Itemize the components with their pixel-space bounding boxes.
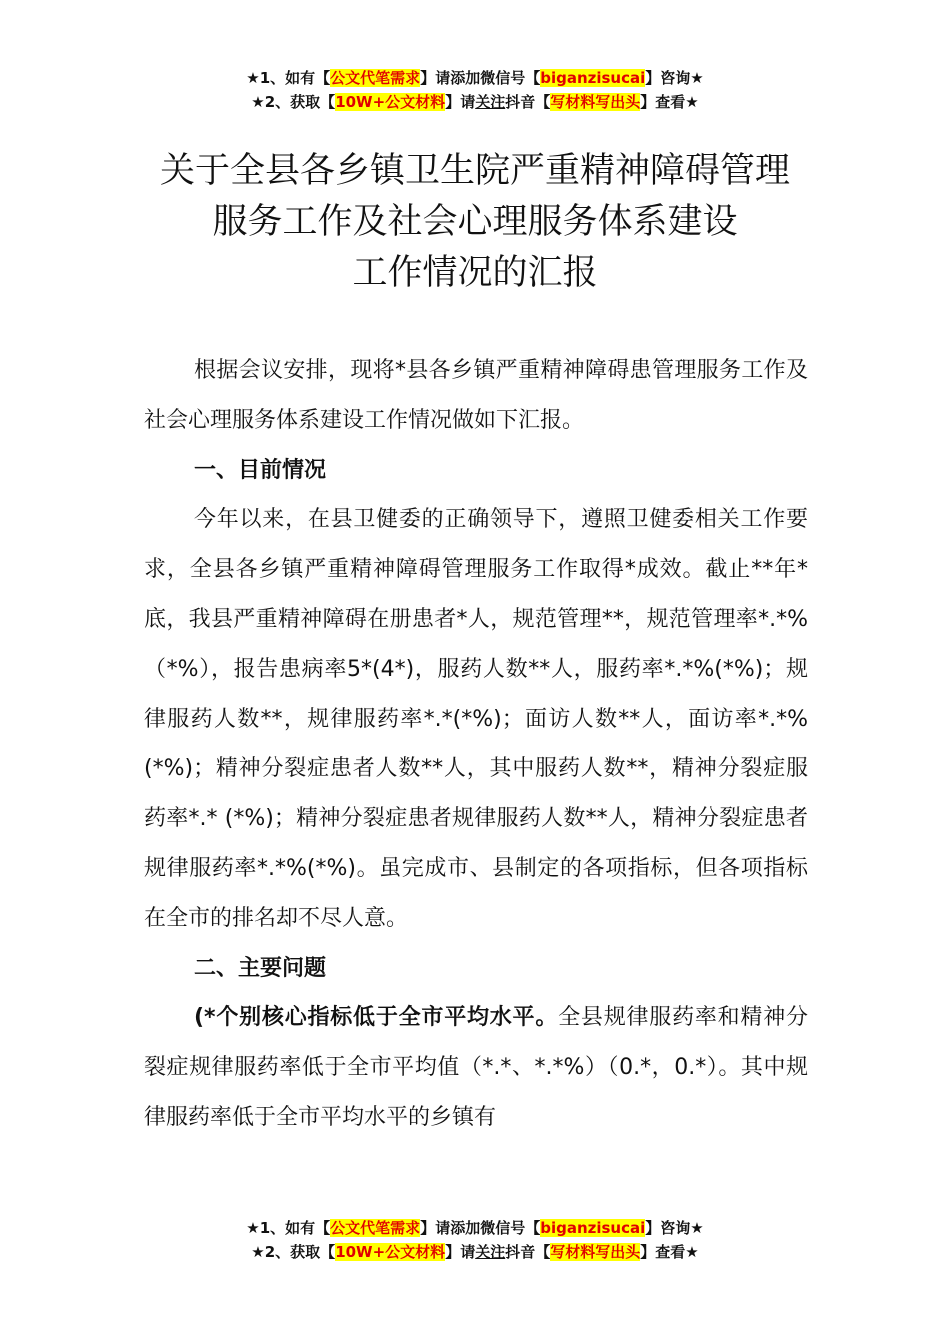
banner-line-1 <box>0 1216 950 1240</box>
banner-text: 】请 <box>445 93 476 111</box>
footer-banner <box>0 1216 950 1264</box>
banner-text: 抖音【 <box>505 1243 551 1261</box>
banner-text: ★2、获取【 <box>251 93 336 111</box>
title-line-2: 服务工作及社会心理服务体系建设 <box>212 202 738 242</box>
banner-highlight: 10W+公文材料 <box>335 93 446 111</box>
banner-underlined: 关注 <box>475 93 506 111</box>
banner-line-2 <box>0 90 950 114</box>
banner-highlight: 10W+公文材料 <box>335 1243 446 1261</box>
banner-underlined: 关注 <box>475 1243 506 1261</box>
banner-text: 】请添加微信号【 <box>420 69 541 87</box>
intro-paragraph: 根据会议安排，现将*县各乡镇严重精神障碍患管理服务工作及社会心理服务体系建设工作情况做如下汇报。 <box>144 358 808 433</box>
section-heading-main-problems: 二、主要问题 <box>194 955 327 981</box>
banner-text: 】查看★ <box>640 1243 699 1261</box>
banner-text: 】请添加微信号【 <box>420 1219 541 1237</box>
wechat-id: biganzisucai <box>540 1219 646 1237</box>
problem-lead: (*个别核心指标低于全市平均水平。 <box>194 1005 559 1031</box>
wechat-id: biganzisucai <box>540 69 646 87</box>
document-title <box>0 146 950 299</box>
banner-text: ★1、如有【 <box>246 1219 331 1237</box>
banner-text: ★2、获取【 <box>251 1243 336 1261</box>
banner-text: 】咨询★ <box>645 1219 704 1237</box>
problem-detail: 全县规律服药率和精神分裂症规律服药率低于全市平均值（*.*、*.*%）（0.*，0.*）。其中规律服药率低于全市平均水平的乡镇有 <box>144 1005 808 1130</box>
banner-highlight: 写材料写出头 <box>550 1243 641 1261</box>
title-line-1: 关于全县各乡镇卫生院严重精神障碍管理 <box>159 151 790 191</box>
banner-highlight: 公文代笔需求 <box>330 1219 421 1237</box>
document-body <box>144 346 808 1143</box>
banner-text: 】请 <box>445 1243 476 1261</box>
header-banner <box>0 66 950 114</box>
main-problems-paragraph <box>144 993 808 1142</box>
banner-text: 】查看★ <box>640 93 699 111</box>
banner-text: 】咨询★ <box>645 69 704 87</box>
section-heading-current-situation: 一、目前情况 <box>194 457 327 483</box>
current-situation-paragraph: 今年以来，在县卫健委的正确领导下，遵照卫健委相关工作要求，全县各乡镇严重精神障碍管理服务工作取得*成效。截止**年*底，我县严重精神障碍在册患者*人，规范管理**，规范管理率*.*%（*%），报告患病率5*(4*)，服药人数**人，服药率*.*%(*%)；规律服药人数**，规律服药率*.*(*%)；面访人数**人，面访率*.*%(*%)；精神分裂症患者人数**人，其中服药人数**，精神分裂症服药率*.* (*%)；精神分裂症患者规律服药人数**人，精神分裂症患者规律服药率*.*%(*%)。虽完成市、县制定的各项指标，但各项指标在全市的排名却不尽人意。 <box>144 507 808 931</box>
banner-text: 抖音【 <box>505 93 551 111</box>
banner-highlight: 公文代笔需求 <box>330 69 421 87</box>
banner-text: ★1、如有【 <box>246 69 331 87</box>
banner-line-1 <box>0 66 950 90</box>
title-line-3: 工作情况的汇报 <box>352 253 598 293</box>
banner-highlight: 写材料写出头 <box>550 93 641 111</box>
banner-line-2 <box>0 1240 950 1264</box>
